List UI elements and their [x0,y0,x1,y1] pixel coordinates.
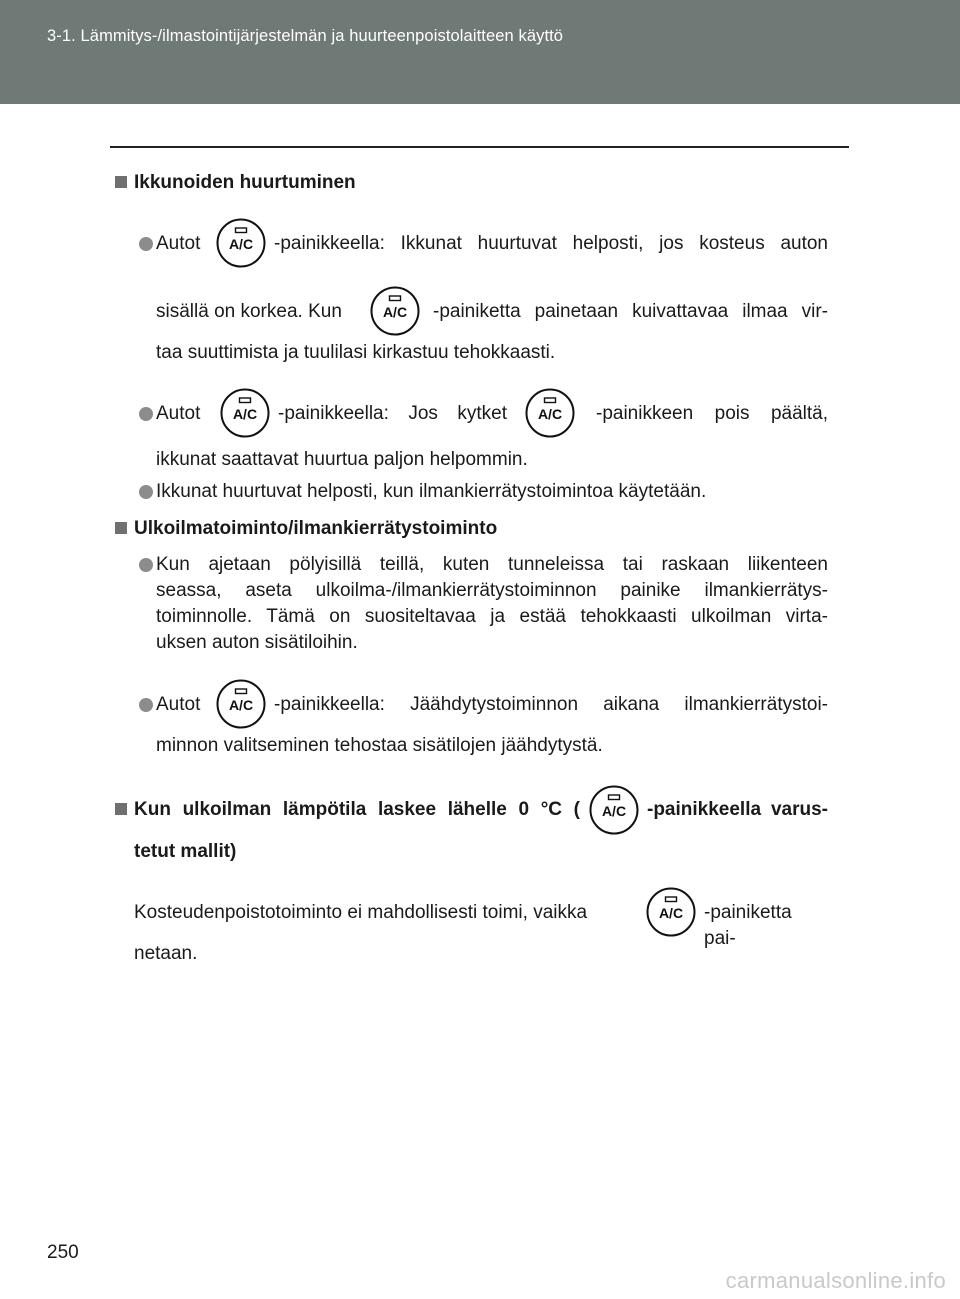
paragraph-text: -painiketta pai- [704,902,792,949]
ac-button-icon [216,679,266,729]
ac-label: A/C [228,697,254,713]
bullet-icon [139,698,153,712]
section-heading-low-temp-line2: tetut mallit) [134,841,237,862]
bullet-text: Kun ajetaan pölyisillä teillä, kuten tunneleissa tai raskaan liikenteen [156,554,828,575]
ac-button-icon [220,388,270,438]
text-autot: Autot [156,403,201,424]
page-number: 250 [47,1242,79,1263]
section-heading-low-temp-cont: -painikkeella varus- [647,799,828,820]
ac-button-icon [216,218,266,268]
ac-label: A/C [382,304,408,320]
section-square-icon [115,803,127,815]
ac-label: A/C [228,236,254,252]
bullet-icon [139,558,153,572]
bullet-text: seassa, aseta ulkoilma-/ilmankierrätystoiminnon painike ilmankierrätys- [156,580,828,601]
ac-label: A/C [232,406,258,422]
bullet-text: toiminnolle. Tämä on suositeltavaa ja estää tehokkaasti ulkoilman virta- [156,606,828,627]
bullet-text: taa suuttimista ja tuulilasi kirkastuu tehokkaasti. [156,342,556,363]
ac-button-icon [646,887,696,937]
ac-button-icon [525,388,575,438]
bullet-text: -painiketta painetaan kuivattavaa ilmaa vir- [433,301,828,322]
text-autot: Autot [156,694,201,715]
text-autot: Autot [156,233,201,254]
bullet-text: sisällä on korkea. Kun [156,301,342,322]
section-heading-low-temp: Kun ulkoilman lämpötila laskee lähelle 0 °C ( [134,799,580,820]
header-bar [0,0,960,104]
ac-label: A/C [658,905,684,921]
section-divider [110,146,849,148]
bullet-text: -painikkeen pois päältä, [596,403,828,424]
paragraph-text: netaan. [134,943,198,964]
bullet-text: -painikkeella: Jäähdytystoiminnon aikana ilmankierrätystoi- [274,694,828,715]
bullet-text: -painikkeella: Jos kytket [278,403,507,424]
section-heading-recirculation: Ulkoilmatoiminto/ilmankierrätystoiminto [134,518,498,539]
section-heading-fogging: Ikkunoiden huurtuminen [134,172,356,193]
chapter-title: 3-1. Lämmitys-/ilmastointijärjestelmän ja huurteenpoistolaitteen käyttö [47,27,564,45]
bullet-text: Ikkunat huurtuvat helposti, kun ilmankierrätystoimintoa käytetään. [156,481,707,502]
bullet-icon [139,237,153,251]
bullet-text: -painikkeella: Ikkunat huurtuvat helposti, jos kosteus auton [274,233,828,254]
section-square-icon [115,522,127,534]
bullet-icon [139,485,153,499]
ac-button-icon [589,785,639,835]
section-square-icon [115,176,127,188]
ac-button-icon [370,286,420,336]
paragraph-text: Kosteudenpoistotoiminto ei mahdollisesti toimi, vaikka [134,902,588,923]
watermark: carmanualsonline.info [725,1268,946,1293]
bullet-text: uksen auton sisätiloihin. [156,632,358,653]
bullet-text: minnon valitseminen tehostaa sisätilojen jäähdytystä. [156,735,603,756]
ac-label: A/C [601,803,627,819]
bullet-text: ikkunat saattavat huurtua paljon helpommin. [156,449,528,470]
ac-label: A/C [537,406,563,422]
bullet-icon [139,407,153,421]
